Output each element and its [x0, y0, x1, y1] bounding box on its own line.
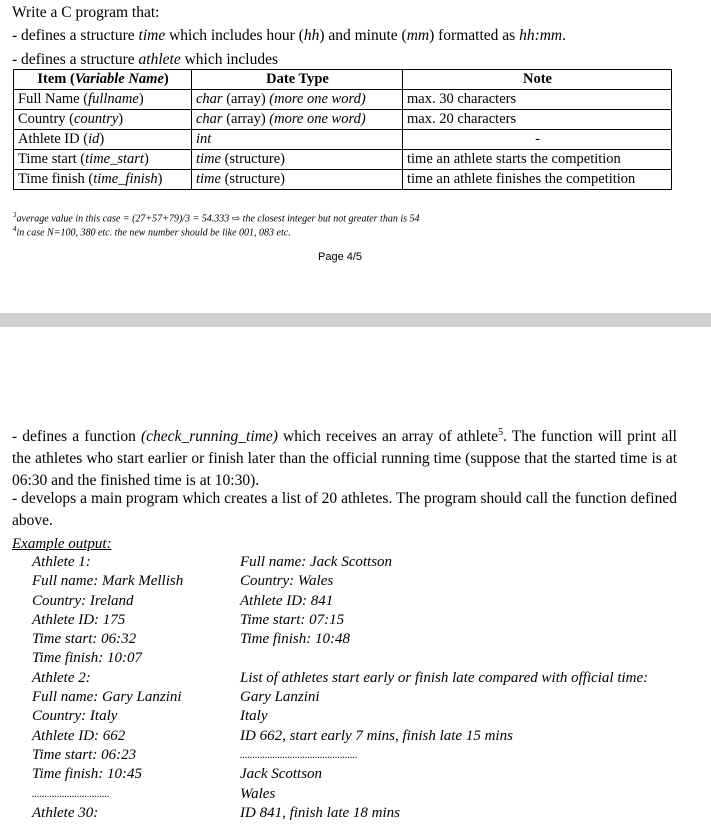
output-line: Athlete ID: 662 [32, 727, 126, 744]
table-row [14, 130, 672, 150]
example-output-label: Example output: [12, 536, 112, 552]
intro-line-3-text: - defines a structure [12, 51, 139, 68]
output-line: Time start: 06:32 [32, 631, 137, 648]
output-line: List of athletes start early or finish late compared with official time: [240, 669, 649, 686]
cell-item-text: Time start ( [18, 151, 86, 167]
footnote-3-text: average value in this case = (27+57+79)/3 = 54.333 ⇨ the closest integer but not greater than is 54 [16, 213, 420, 225]
cell-type [192, 110, 403, 130]
paragraph-text: . The function will print all the athletes who start earlier or finish later than the official running time (suppose that the started time is at 06:30 and the finished time is at 10:30). [12, 428, 677, 490]
header-item-end: ) [163, 71, 169, 87]
table-row [14, 90, 672, 110]
output-line: Gary Lanzini [240, 689, 320, 706]
cell-item [14, 130, 192, 150]
output-line: Athlete ID: 841 [240, 592, 334, 609]
cell-type-extra: (more one word) [269, 111, 366, 127]
output-line: Full name: Jack Scottson [240, 554, 393, 570]
intro-line-2-text: ) formatted as [429, 27, 520, 44]
output-line: Time finish: 10:07 [32, 650, 143, 667]
output-line: Country: Wales [240, 573, 334, 590]
athlete-struct-table [13, 69, 672, 190]
cell-item-text: Time finish ( [18, 171, 94, 187]
output-line: ............................... [32, 788, 110, 800]
struct-name-athlete: athlete [138, 51, 181, 68]
footnote-3 [13, 211, 420, 224]
cell-type [192, 90, 403, 110]
cell-item-end: ) [118, 111, 124, 127]
cell-item-end: ) [138, 91, 144, 107]
cell-item-var: country [73, 111, 119, 127]
cell-type [192, 170, 403, 190]
output-line: ID 662, start early 7 mins, finish late 15 mins [240, 727, 513, 744]
header-item [14, 70, 192, 90]
intro-line-3-text: which includes [180, 51, 279, 68]
output-line: Jack Scottson [240, 766, 323, 783]
intro-line-2 [12, 26, 566, 46]
cell-item-end: ) [99, 131, 105, 147]
output-line: Full name: Mark Mellish [32, 573, 184, 590]
cell-item [14, 90, 192, 110]
intro-line-2-text: which includes hour ( [165, 27, 304, 44]
output-line: Athlete 30: [32, 804, 99, 821]
cell-type-rest: (structure) [220, 171, 285, 187]
paragraph-text: which receives an array of athlete [277, 428, 499, 446]
output-line: Wales [240, 785, 276, 802]
intro-line-1: Write a C program that: [12, 4, 160, 21]
paragraph-function [12, 422, 677, 492]
output-line: ID 841, finish late 18 mins [240, 804, 400, 821]
header-item-text: Item ( [37, 71, 75, 87]
output-line: Time finish: 10:48 [240, 631, 351, 648]
output-right-column [240, 553, 648, 823]
mm-label: mm [406, 27, 430, 44]
cell-type-rest: (structure) [220, 151, 285, 167]
output-line: Italy [240, 708, 268, 725]
cell-type-name: char [196, 91, 223, 107]
header-note: Note [403, 70, 672, 90]
cell-item-end: ) [143, 151, 149, 167]
output-line: Country: Ireland [32, 592, 134, 609]
cell-type-name: time [196, 171, 221, 187]
output-line: Country: Italy [32, 708, 118, 725]
output-line: Athlete ID: 175 [32, 611, 126, 628]
function-name: (check_running_time) [141, 428, 278, 446]
cell-type-rest: (array) [222, 111, 270, 127]
cell-item [14, 110, 192, 130]
header-item-var: Variable Name [74, 71, 164, 87]
intro-line-2-text: - defines a structure [12, 27, 139, 44]
cell-item-var: fullname [88, 91, 139, 107]
cell-item-text: Country ( [18, 111, 74, 127]
cell-note: max. 30 characters [403, 90, 672, 110]
cell-type-name: int [196, 131, 212, 147]
cell-type [192, 150, 403, 170]
cell-type-extra: (more one word) [269, 91, 366, 107]
cell-note: - [403, 130, 672, 150]
footnote-3-mark: 3 [13, 211, 17, 219]
output-line: Full name: Gary Lanzini [32, 689, 182, 706]
table-row [14, 150, 672, 170]
cell-item-text: Full Name ( [18, 91, 89, 107]
table-row [14, 110, 672, 130]
paragraph-text: - defines a function [12, 428, 142, 446]
intro-line-3 [12, 50, 278, 70]
time-format: hh:mm [519, 27, 563, 44]
table-header-row [14, 70, 672, 90]
output-line: Time start: 06:23 [32, 746, 137, 763]
cell-item-end: ) [157, 171, 163, 187]
cell-item-var: time_start [85, 151, 144, 167]
footnote-4 [13, 225, 291, 238]
cell-item-var: id [88, 131, 100, 147]
cell-type-name: time [196, 151, 221, 167]
intro-line-2-text: ) and minute ( [319, 27, 407, 44]
output-left-column [32, 553, 183, 823]
output-line [240, 649, 648, 668]
output-line: Athlete 2: [32, 669, 91, 686]
output-line: Time start: 07:15 [240, 611, 345, 628]
output-line: Time finish: 10:45 [32, 766, 143, 783]
footnote-4-text: in case N=100, 380 etc. the new number should be like 001, 083 etc. [16, 227, 291, 239]
cell-item-var: time_finish [93, 171, 158, 187]
cell-type-rest: (array) [222, 91, 270, 107]
struct-name-time: time [138, 27, 166, 44]
cell-item-text: Athlete ID ( [18, 131, 89, 147]
cell-item [14, 170, 192, 190]
intro-line-2-text: . [562, 27, 566, 44]
page-separator [0, 313, 711, 327]
cell-note: time an athlete starts the competition [403, 150, 672, 170]
header-type: Date Type [192, 70, 403, 90]
paragraph-main-program: - develops a main program which creates a list of 20 athletes. The program should call the function defined above. [12, 490, 677, 529]
cell-note: max. 20 characters [403, 110, 672, 130]
output-line: ............................................... [240, 749, 358, 761]
cell-type-name: char [196, 111, 223, 127]
cell-type [192, 130, 403, 150]
cell-note: time an athlete finishes the competition [403, 170, 672, 190]
hh-label: hh [303, 27, 320, 44]
output-line: Athlete 1: [32, 554, 91, 570]
page-number: Page 4/5 [318, 251, 363, 263]
cell-item [14, 150, 192, 170]
footnote-ref: 5 [498, 427, 504, 438]
footnote-4-mark: 4 [13, 225, 17, 233]
table-row [14, 170, 672, 190]
